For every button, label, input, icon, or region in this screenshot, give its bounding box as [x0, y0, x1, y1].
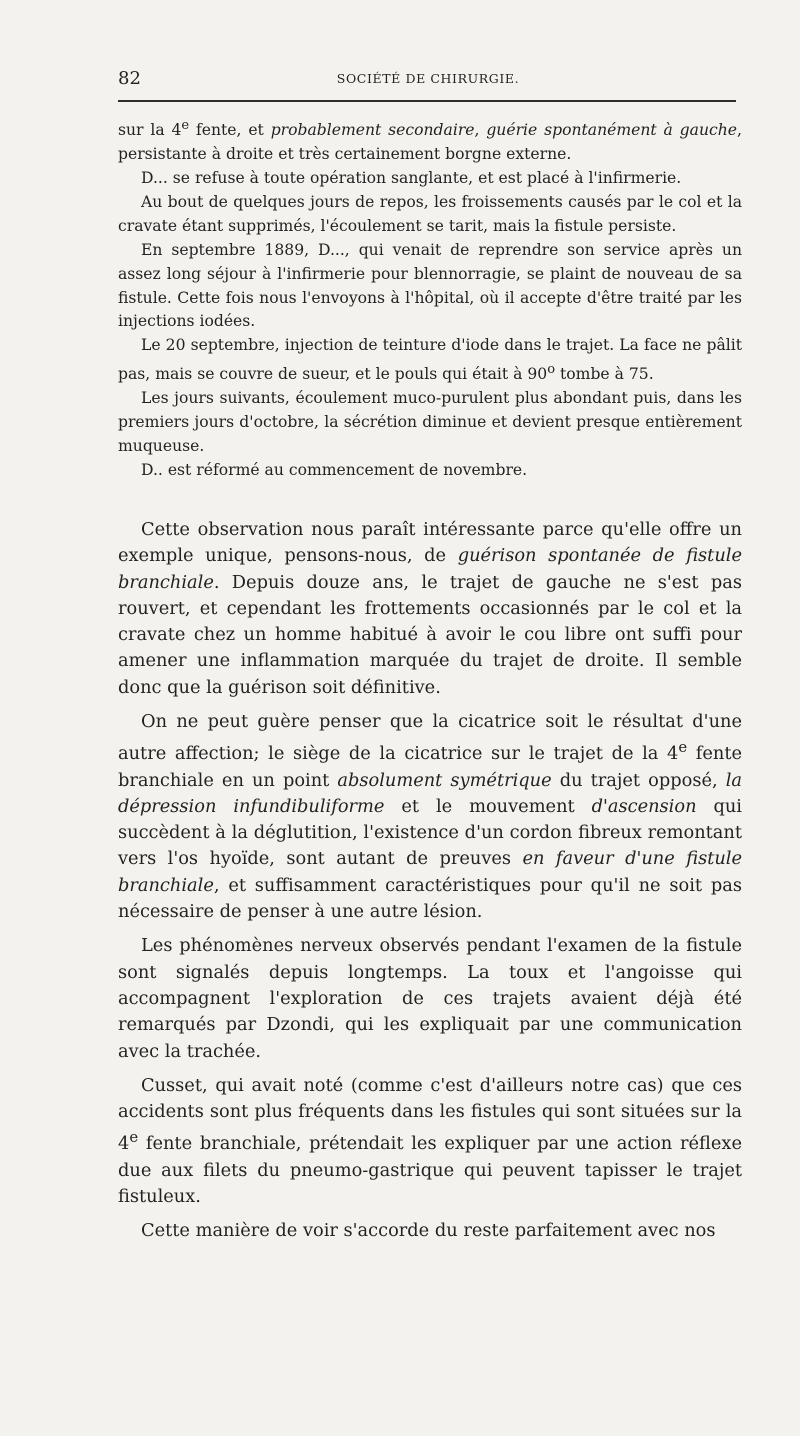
- paragraph: D... se refuse à toute opération sanglante, et est placé à l'infirmerie.: [141, 169, 682, 187]
- paragraph: Cette observation nous paraît intéressante parce qu'elle offre un exemple unique, pensons-nous, de guérison spontanée de fistule branchiale. Depuis douze ans, le trajet de gauche ne s'est pas rouvert, et cependant les frottements occasionnés par le col et la cravate chez un homme habitué à avoir le cou libre ont suffi pour amener une inflammation marquée du trajet de droite. Il semble donc que la guérison soit définitive.: [118, 518, 742, 698]
- paragraph: En septembre 1889, D..., qui venait de reprendre son service après un assez long séjour à l'infirmerie pour blennorragie, se plaint de nouveau de sa fistule. Cette fois nous l'envoyons à l'hôpital, où il accepte d'être traité par les injections iodées.: [118, 240, 742, 331]
- running-title: SOCIÉTÉ DE CHIRURGIE.: [336, 71, 520, 86]
- page-header: [118, 68, 738, 94]
- paragraph: Les phénomènes nerveux observés pendant l'examen de la fistule sont signalés depuis longtemps. La toux et l'angoisse qui accompagnent l'exploration de ces trajets avaient déjà été remarqués par Dzondi, qui les expliquait par une communication avec la trachée.: [118, 935, 742, 1062]
- paragraph: Au bout de quelques jours de repos, les froissements causés par le col et la cravate étant supprimés, l'écoulement se tarit, mais la fistule persiste.: [118, 192, 742, 235]
- paragraph: Cette manière de voir s'accorde du reste parfaitement avec nos: [141, 1220, 716, 1242]
- body-text: [118, 114, 742, 1253]
- discussion-section: [118, 517, 742, 1245]
- paragraph: Les jours suivants, écoulement muco-purulent plus abondant puis, dans les premiers jours d'octobre, la sécrétion diminue et devient presque entièrement muqueuse.: [118, 389, 742, 456]
- paragraph: sur la 4e fente, et probablement secondaire, guérie spontanément à gauche, persistante à droite et très certainement borgne externe.: [118, 118, 742, 164]
- page-number: 82: [118, 68, 141, 89]
- paragraph: Le 20 septembre, injection de teinture d'iode dans le trajet. La face ne pâlit pas, mais se couvre de sueur, et le pouls qui était à 90$^o$ tombe à 75.: [118, 336, 742, 384]
- paragraph: Cusset, qui avait noté (comme c'est d'ailleurs notre cas) que ces accidents sont plus fréquents dans les fistules qui sont situées sur la 4e fente branchiale, prétendait les expliquer par une action réflexe due aux filets du pneumo-gastrique qui peuvent tapisser le trajet fistuleux.: [118, 1074, 742, 1207]
- paragraph: D.. est réformé au commencement de novembre.: [141, 461, 528, 480]
- header-rule: [118, 100, 736, 102]
- paragraph: On ne peut guère penser que la cicatrice soit le résultat d'une autre affection; le siège de la cicatrice sur le trajet de la 4e fente branchiale en un point absolument symétrique du trajet opposé, la dépression infundibuliforme et le mouvement d'ascension qui succèdent à la déglutition, l'existence d'un cordon fibreux remontant vers l'os hyoïde, sont autant de preuves en faveur d'une fistule branchiale, et suffisamment caractéristiques pour qu'il ne soit pas nécessaire de penser à une autre lésion.: [118, 711, 743, 923]
- observation-section: [118, 114, 742, 483]
